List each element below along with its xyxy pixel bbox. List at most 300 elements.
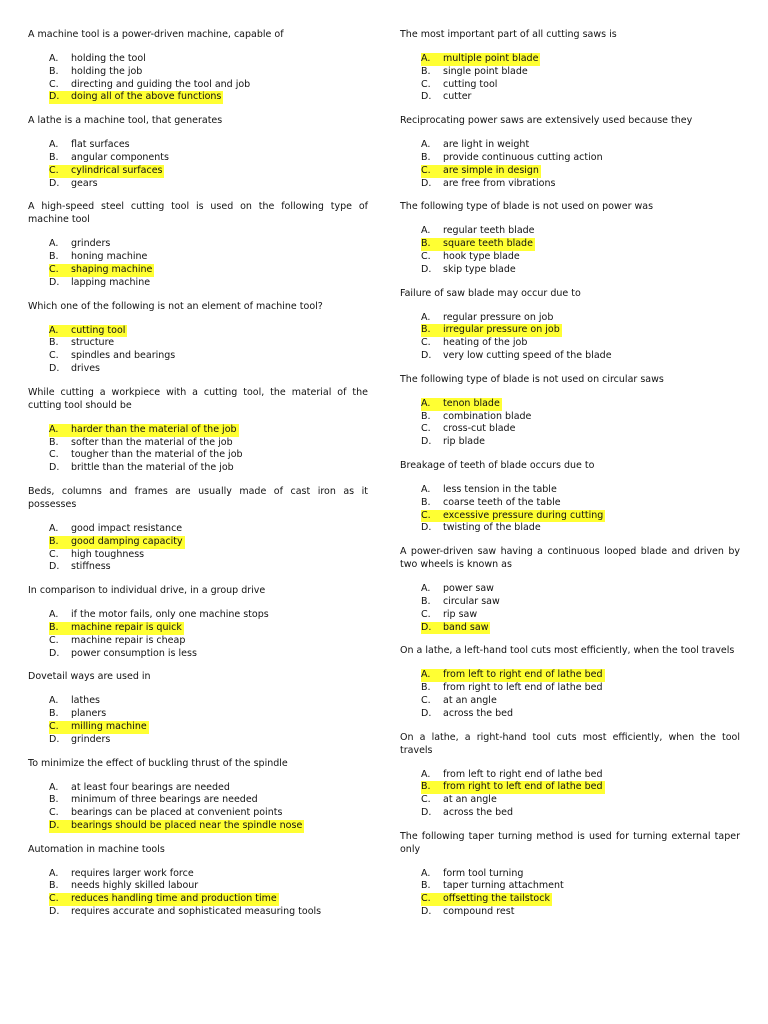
option-content [421, 139, 529, 152]
option-letter: D. [421, 806, 432, 818]
question-text: Failure of saw blade may occur due to [400, 287, 581, 299]
question-text: Beds, columns and frames are usually made of cast iron as it possesses [28, 485, 368, 510]
option-text: holding the job [71, 65, 143, 77]
option-content [421, 880, 564, 893]
option-text: angular components [71, 151, 169, 163]
option-content [421, 708, 513, 721]
question-block [28, 114, 368, 190]
option-text: taper turning attachment [443, 880, 564, 892]
option-letter: C. [421, 423, 431, 435]
option-text: shaping machine [71, 263, 153, 275]
option-letter: B. [49, 251, 59, 263]
option-content [421, 893, 552, 906]
question-text: Breakage of teeth of blade occurs due to [400, 459, 595, 471]
option-content [49, 277, 150, 290]
option-letter: C. [421, 893, 431, 905]
answer-option-highlighted [400, 238, 740, 251]
option-letter: A. [49, 238, 59, 250]
option-letter: D. [421, 707, 432, 719]
option-content [421, 251, 520, 264]
answer-option [400, 769, 740, 782]
option-letter: D. [49, 177, 60, 189]
answer-option-highlighted [400, 622, 740, 635]
answer-option-highlighted [28, 622, 368, 635]
option-content [421, 238, 535, 251]
answer-option [400, 609, 740, 622]
two-column-layout [28, 28, 740, 929]
option-letter: B. [49, 535, 59, 547]
option-text: brittle than the material of the job [71, 462, 234, 474]
option-text: grinders [71, 238, 111, 250]
option-content [49, 178, 98, 191]
option-letter: C. [421, 78, 431, 90]
option-letter: D. [421, 436, 432, 448]
option-letter: B. [49, 337, 59, 349]
question-block [28, 386, 368, 475]
option-content [49, 868, 194, 881]
option-letter: D. [49, 276, 60, 288]
option-text: hook type blade [443, 250, 520, 262]
answer-option [28, 906, 368, 919]
right-column [400, 28, 740, 929]
option-text: square teeth blade [443, 238, 533, 250]
option-content [49, 350, 175, 363]
option-content [49, 139, 130, 152]
answer-option [400, 583, 740, 596]
option-content [49, 536, 185, 549]
option-text: tougher than the material of the job [71, 449, 243, 461]
option-text: spindles and bearings [71, 350, 176, 362]
question-block [400, 830, 740, 919]
option-text: planers [71, 708, 107, 720]
option-letter: C. [49, 164, 59, 176]
option-text: needs highly skilled labour [71, 880, 199, 892]
option-text: machine repair is cheap [71, 634, 186, 646]
option-text: good damping capacity [71, 535, 183, 547]
option-text: from left to right end of lathe bed [443, 768, 603, 780]
option-content [49, 337, 114, 350]
option-letter: D. [421, 522, 432, 534]
question-block [400, 373, 740, 449]
answer-option [400, 66, 740, 79]
option-text: combination blade [443, 410, 532, 422]
option-text: less tension in the table [443, 483, 557, 495]
option-content [421, 66, 528, 79]
option-text: tenon blade [443, 397, 500, 409]
option-letter: D. [421, 263, 432, 275]
option-content [49, 437, 233, 450]
answer-option [28, 337, 368, 350]
answer-option [28, 139, 368, 152]
answer-option-highlighted [400, 324, 740, 337]
option-content [49, 609, 269, 622]
option-content [49, 66, 142, 79]
answer-option-highlighted [400, 398, 740, 411]
option-text: good impact resistance [71, 522, 183, 534]
option-content [49, 880, 198, 893]
answer-option-highlighted [400, 53, 740, 66]
option-letter: A. [49, 695, 59, 707]
option-letter: A. [49, 423, 59, 435]
answer-option-highlighted [400, 165, 740, 178]
option-letter: A. [421, 139, 431, 151]
question-block [28, 28, 368, 104]
option-content [421, 53, 540, 66]
option-text: form tool turning [443, 867, 524, 879]
option-content [49, 363, 100, 376]
option-letter: B. [49, 708, 59, 720]
question-block [400, 287, 740, 363]
answer-option [400, 264, 740, 277]
option-letter: D. [421, 177, 432, 189]
option-content [421, 152, 603, 165]
answer-option [28, 648, 368, 661]
option-content [421, 398, 502, 411]
option-letter: A. [49, 867, 59, 879]
option-letter: A. [49, 324, 59, 336]
answer-option [400, 225, 740, 238]
option-text: if the motor fails, only one machine stops [71, 609, 269, 621]
option-letter: C. [49, 78, 59, 90]
option-content [421, 669, 605, 682]
option-content [421, 337, 527, 350]
answer-option [28, 868, 368, 881]
answer-option-highlighted [28, 264, 368, 277]
question-block [28, 584, 368, 660]
answer-option [28, 152, 368, 165]
option-letter: A. [421, 397, 431, 409]
option-letter: D. [49, 362, 60, 374]
option-letter: D. [421, 906, 432, 918]
answer-option [400, 411, 740, 424]
answer-option-highlighted [28, 721, 368, 734]
question-text: A power-driven saw having a continuous looped blade and driven by two wheels is known as [400, 546, 740, 571]
option-content [421, 165, 541, 178]
answer-option [28, 251, 368, 264]
option-text: minimum of three bearings are needed [71, 794, 258, 806]
answer-option [28, 462, 368, 475]
option-content [49, 549, 144, 562]
answer-option-highlighted [28, 424, 368, 437]
option-text: at least four bearings are needed [71, 781, 230, 793]
question-text: A high-speed steel cutting tool is used on the following type of machine tool [28, 201, 368, 226]
question-block [400, 459, 740, 535]
option-letter: C. [421, 694, 431, 706]
question-block [28, 485, 368, 574]
option-content [421, 312, 553, 325]
option-letter: D. [49, 733, 60, 745]
answer-option [28, 350, 368, 363]
option-letter: B. [421, 324, 431, 336]
option-content [49, 820, 304, 833]
option-text: requires larger work force [71, 867, 194, 879]
option-text: reduces handling time and production time [71, 893, 277, 905]
option-text: excessive pressure during cutting [443, 509, 604, 521]
option-content [49, 79, 250, 92]
option-content [49, 622, 184, 635]
option-content [49, 238, 110, 251]
question-text: Automation in machine tools [28, 843, 165, 855]
answer-option [28, 523, 368, 536]
option-text: holding the tool [71, 53, 146, 64]
answer-option [28, 178, 368, 191]
option-content [49, 264, 154, 277]
option-letter: B. [421, 410, 431, 422]
answer-option [28, 437, 368, 450]
option-text: grinders [71, 733, 111, 745]
question-text: A lathe is a machine tool, that generates [28, 115, 223, 127]
answer-option [28, 363, 368, 376]
answer-option [400, 596, 740, 609]
option-content [421, 596, 500, 609]
answer-option [400, 337, 740, 350]
option-text: lapping machine [71, 276, 151, 288]
option-text: skip type blade [443, 263, 516, 275]
answer-option [400, 178, 740, 191]
answer-option [400, 794, 740, 807]
answer-option [400, 807, 740, 820]
option-content [421, 682, 603, 695]
option-text: directing and guiding the tool and job [71, 78, 251, 90]
option-letter: A. [421, 768, 431, 780]
option-text: at an angle [443, 694, 497, 706]
option-content [49, 462, 234, 475]
answer-option [400, 868, 740, 881]
option-letter: C. [421, 164, 431, 176]
answer-option [28, 609, 368, 622]
option-content [421, 350, 612, 363]
question-block [28, 670, 368, 746]
option-letter: C. [421, 608, 431, 620]
option-text: irregular pressure on job [443, 324, 560, 336]
option-text: are light in weight [443, 139, 530, 151]
option-letter: D. [421, 91, 432, 103]
answer-option-highlighted [28, 165, 368, 178]
option-text: harder than the material of the job [71, 423, 237, 435]
option-letter: B. [421, 496, 431, 508]
question-text: In comparison to individual drive, in a group drive [28, 585, 266, 597]
option-text: twisting of the blade [443, 522, 541, 534]
answer-option [400, 251, 740, 264]
question-text: On a lathe, a left-hand tool cuts most efficiently, when the tool travels [400, 645, 735, 657]
option-text: from left to right end of lathe bed [443, 669, 603, 681]
option-content [49, 807, 282, 820]
option-letter: B. [421, 595, 431, 607]
option-letter: B. [49, 794, 59, 806]
option-content [421, 622, 490, 635]
answer-option [28, 794, 368, 807]
option-content [49, 251, 147, 264]
option-text: power consumption is less [71, 647, 197, 659]
option-content [49, 906, 321, 919]
answer-option [28, 53, 368, 66]
question-text: The following taper turning method is used for turning external taper only [400, 830, 740, 855]
option-content [421, 794, 497, 807]
option-text: across the bed [443, 707, 513, 719]
option-text: structure [71, 337, 115, 349]
answer-option [400, 880, 740, 893]
answer-option [400, 484, 740, 497]
option-content [421, 695, 497, 708]
option-content [49, 152, 169, 165]
question-block [400, 644, 740, 720]
question-block [28, 300, 368, 376]
option-text: across the bed [443, 806, 513, 818]
option-letter: B. [49, 65, 59, 77]
option-content [49, 165, 164, 178]
question-block [400, 731, 740, 820]
answer-option-highlighted [28, 325, 368, 338]
answer-option [400, 497, 740, 510]
option-content [421, 807, 513, 820]
option-letter: C. [49, 548, 59, 560]
answer-option [400, 695, 740, 708]
option-text: regular pressure on job [443, 311, 554, 323]
answer-option-highlighted [400, 510, 740, 523]
option-text: bearings should be placed near the spindle nose [71, 819, 303, 831]
option-text: regular teeth blade [443, 225, 535, 237]
option-content [421, 484, 557, 497]
option-letter: A. [421, 583, 431, 595]
answer-option [28, 66, 368, 79]
option-text: cutting tool [443, 78, 498, 90]
answer-option [28, 79, 368, 92]
option-letter: C. [49, 350, 59, 362]
option-content [421, 510, 605, 523]
question-text: Which one of the following is not an element of machine tool? [28, 300, 323, 312]
answer-option [400, 682, 740, 695]
answer-option [400, 139, 740, 152]
answer-option [400, 152, 740, 165]
question-text: On a lathe, a right-hand tool cuts most efficiently, when the tool travels [400, 731, 740, 756]
option-text: machine repair is quick [71, 621, 182, 633]
answer-option [400, 423, 740, 436]
option-letter: A. [49, 139, 59, 151]
option-text: single point blade [443, 65, 528, 77]
option-content [49, 695, 100, 708]
option-text: milling machine [71, 720, 147, 732]
option-content [49, 782, 230, 795]
option-content [421, 497, 561, 510]
option-letter: B. [421, 65, 431, 77]
option-letter: A. [421, 53, 431, 64]
answer-option [28, 549, 368, 562]
option-text: offsetting the tailstock [443, 893, 550, 905]
option-text: from right to left end of lathe bed [443, 781, 603, 793]
option-content [421, 178, 555, 191]
answer-option [28, 449, 368, 462]
option-text: are simple in design [443, 164, 539, 176]
option-letter: D. [49, 647, 60, 659]
option-letter: C. [421, 509, 431, 521]
answer-option [28, 880, 368, 893]
option-letter: A. [421, 225, 431, 237]
option-text: multiple point blade [443, 53, 539, 64]
option-letter: D. [49, 819, 60, 831]
option-letter: D. [421, 349, 432, 361]
option-text: cutter [443, 91, 472, 103]
option-letter: C. [49, 807, 59, 819]
option-letter: C. [421, 250, 431, 262]
option-content [49, 91, 223, 104]
option-letter: B. [421, 880, 431, 892]
option-content [421, 423, 515, 436]
option-content [49, 734, 110, 747]
option-letter: B. [421, 781, 431, 793]
option-letter: C. [49, 263, 59, 275]
answer-option [400, 79, 740, 92]
question-text: To minimize the effect of buckling thrust of the spindle [28, 757, 288, 769]
option-text: rip saw [443, 608, 478, 620]
option-letter: A. [421, 867, 431, 879]
option-content [421, 609, 477, 622]
option-letter: A. [49, 609, 59, 621]
option-content [49, 893, 279, 906]
option-text: flat surfaces [71, 139, 130, 151]
option-text: doing all of the above functions [71, 91, 222, 103]
option-content [421, 91, 471, 104]
option-text: honing machine [71, 251, 148, 263]
option-letter: B. [49, 151, 59, 163]
question-block [400, 200, 740, 276]
question-block [28, 843, 368, 919]
answer-option-highlighted [28, 893, 368, 906]
option-content [421, 79, 497, 92]
option-content [49, 449, 243, 462]
option-letter: A. [421, 311, 431, 323]
option-content [421, 868, 523, 881]
option-text: softer than the material of the job [71, 436, 233, 448]
option-letter: B. [49, 621, 59, 633]
option-text: high toughness [71, 548, 145, 560]
option-letter: B. [421, 151, 431, 163]
option-letter: C. [49, 720, 59, 732]
option-letter: D. [49, 561, 60, 573]
option-text: heating of the job [443, 337, 528, 349]
question-text: Reciprocating power saws are extensively used because they [400, 115, 693, 127]
question-text: The following type of blade is not used on power was [400, 201, 654, 213]
option-content [49, 424, 239, 437]
option-content [421, 264, 516, 277]
option-text: from right to left end of lathe bed [443, 682, 603, 694]
answer-option [400, 906, 740, 919]
answer-option-highlighted [28, 91, 368, 104]
option-letter: A. [49, 781, 59, 793]
option-text: at an angle [443, 794, 497, 806]
option-text: stiffness [71, 561, 111, 573]
option-content [49, 708, 106, 721]
answer-option [400, 350, 740, 363]
option-text: provide continuous cutting action [443, 151, 603, 163]
option-content [421, 781, 605, 794]
option-text: bearings can be placed at convenient points [71, 807, 283, 819]
answer-option-highlighted [400, 893, 740, 906]
option-content [421, 411, 531, 424]
answer-option [28, 277, 368, 290]
question-block [400, 28, 740, 104]
option-content [421, 436, 485, 449]
option-letter: A. [421, 669, 431, 681]
answer-option [28, 635, 368, 648]
option-letter: D. [49, 462, 60, 474]
option-text: band saw [443, 621, 489, 633]
option-letter: C. [49, 893, 59, 905]
option-content [421, 583, 494, 596]
option-letter: B. [421, 238, 431, 250]
option-text: are free from vibrations [443, 177, 556, 189]
option-content [49, 794, 258, 807]
option-text: rip blade [443, 436, 485, 448]
